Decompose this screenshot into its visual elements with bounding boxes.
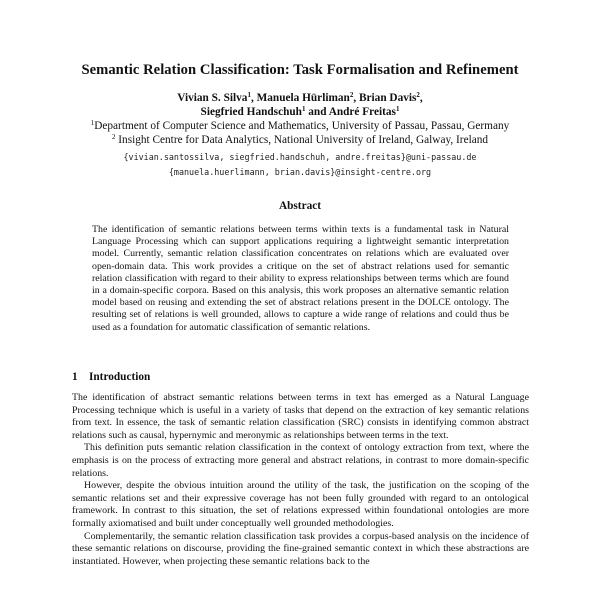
email-line: {manuela.huerlimann, brian.davis}@insight-centre.org bbox=[168, 167, 432, 177]
author-affil-mark: 2 bbox=[416, 91, 420, 99]
section-number: 1 bbox=[72, 371, 78, 383]
author-name: Vivian S. Silva bbox=[177, 92, 248, 104]
paper-title: Semantic Relation Classification: Task Formalisation and Refinement bbox=[81, 62, 519, 78]
section-body bbox=[72, 392, 529, 568]
section-title: Introduction bbox=[89, 371, 151, 383]
paragraph: This definition puts semantic relation classification in the context of ontology extraction from text, where the emphasis is on the process of extracting more general and abstract relations, in contrast to more domain-specific relations. bbox=[72, 442, 529, 479]
paragraph: Complementarily, the semantic relation classification task provides a corpus-based analysis on the incidence of these semantic relations on discourse, providing the fine-grained semantic context in which these abstractions are instantiated. However, when projecting these semantic relations back to the bbox=[72, 530, 529, 567]
author-affil-mark: 2 bbox=[349, 91, 354, 99]
paragraph: The identification of abstract semantic relations between terms in text has emerged as a Natural Language Processing technique which is useful in a variety of tasks that depend on the extraction of key semantic relations from text. In essence, the task of semantic relation classification (SRC) consists in identifying common abstract relations such as causal, hypernymic and meronymic as relationships between terms in the text. bbox=[72, 392, 529, 441]
author-affil-mark: 1 bbox=[395, 105, 400, 113]
abstract-heading: Abstract bbox=[278, 200, 322, 212]
author-block bbox=[0, 91, 600, 119]
author-line-2: Siegfried Handschuh$^1$ and André Freitas$^1$ bbox=[200, 105, 400, 118]
author-affil-mark: 1 bbox=[247, 91, 251, 99]
abstract-body bbox=[92, 224, 509, 334]
abstract-text: The identification of semantic relations between terms within texts is a fundamental task in Natural Language Processing which can support applications requiring a lightweight semantic interpretation model. Currently, semantic relation classification concentrates on relations which are evaluated over open-domain data. This work provides a critique on the set of abstract relations used for semantic relation classification with regard to their ability to express relationships between terms which are found in a domain-specific corpora. Based on this analysis, this work proposes an alternative semantic relation model based on reusing and extending the set of abstract relations present in the DOLCE ontology. The resulting set of relations is well grounded, allows to capture a wide range of relations and could thus be used as a foundation for automatic classification of semantic relations. bbox=[92, 224, 509, 333]
affiliation-block bbox=[0, 119, 600, 147]
author-name: Siegfried Handschuh bbox=[200, 106, 302, 118]
affiliation-line: $^2$ Insight Centre for Data Analytics, National University of Ireland, Galway, Ireland bbox=[111, 133, 489, 146]
author-line-1: Vivian S. Silva$^1$, Manuela Hürliman$^2$, Brian Davis$^2$, bbox=[177, 91, 423, 104]
email-block bbox=[0, 150, 600, 180]
affiliation-line: $^1$Department of Computer Science and Mathematics, University of Passau, Passau, Germany bbox=[90, 119, 510, 132]
author-name: Brian Davis bbox=[358, 92, 417, 104]
author-name: André Freitas bbox=[328, 106, 396, 118]
author-name: Manuela Hürliman bbox=[256, 92, 350, 104]
section-heading bbox=[72, 371, 150, 383]
author-affil-mark: 1 bbox=[301, 105, 306, 113]
paragraph: However, despite the obvious intuition around the utility of the task, the justification on the scoping of the semantic relations set and their expressive coverage has not been fully grounded with regard to an ontological framework. In contrast to this situation, the set of relations expressed within foundational ontologies are more formally axiomatised and built under conceptually well grounded methodologies. bbox=[72, 480, 529, 529]
email-line: {vivian.santossilva, siegfried.handschuh, andre.freitas}@uni-passau.de bbox=[123, 152, 477, 162]
